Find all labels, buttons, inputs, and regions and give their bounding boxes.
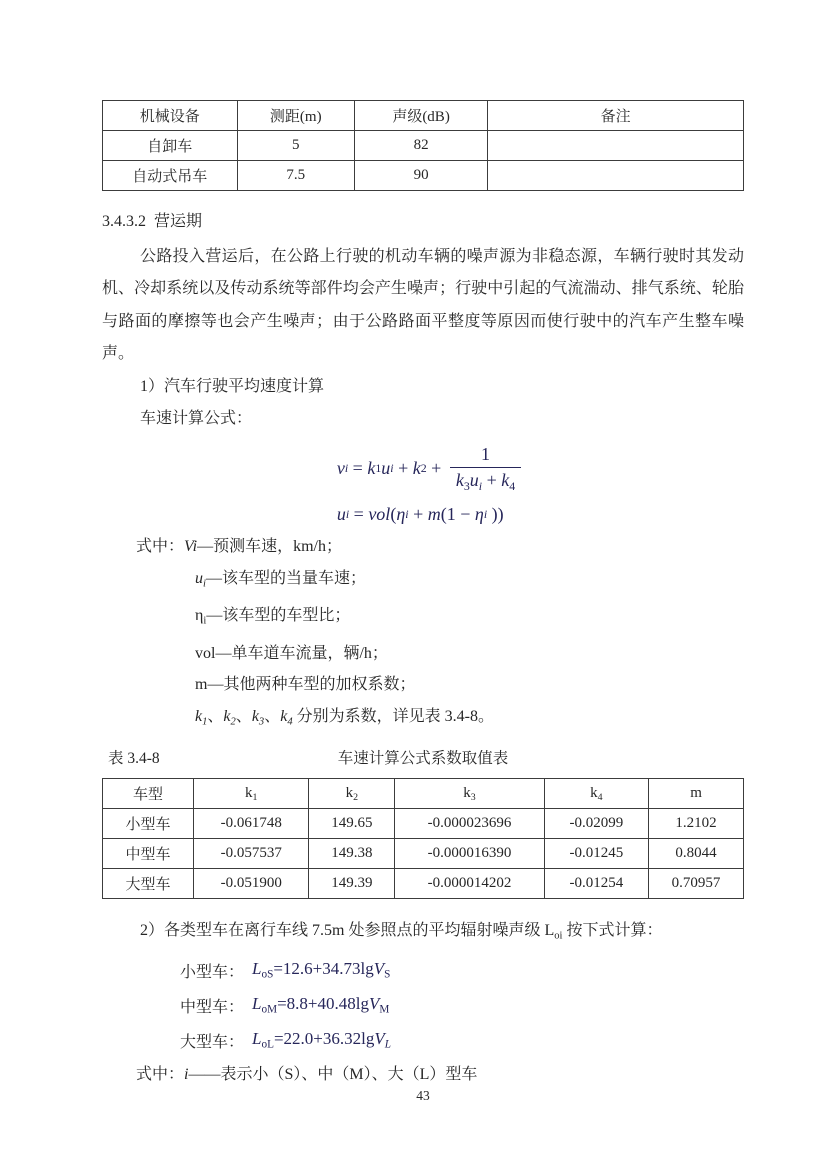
table-header-cell: 测距(m) (237, 101, 354, 131)
table-caption (102, 744, 744, 774)
table-cell: 5 (237, 131, 354, 161)
table-cell: -0.000016390 (395, 839, 544, 869)
vehicle-type-label: 中型车： (180, 998, 245, 1016)
table-caption-label: 表 3.4-8 (108, 750, 160, 768)
vehicle-type-label: 小型车： (180, 963, 245, 981)
body-paragraph: 公路投入营运后，在公路上行驶的机动车辆的噪声源为非稳态源，车辆行驶时其发动机、冷却系统以及传动系统等部件均会产生噪声；行驶中引起的气流湍动、排气系统、轮胎与路面的摩擦等也会产生噪声；由于公路路面平整度等原因而使行驶中的汽车产生整车噪声。 (102, 248, 744, 363)
table-cell: -0.01254 (544, 869, 648, 899)
table-cell: 0.8044 (649, 839, 744, 869)
table-header-cell: $k_4$ (544, 779, 648, 809)
section-heading: 3.4.3.2 营运期 (102, 213, 203, 230)
speed-formula-vi: v i = k 1 u i + k 2 + $\frac{1}{k_3u_i + k_4}$ (337, 439, 521, 497)
table-cell: 自动式吊车 (103, 161, 238, 191)
table-cell: -0.02099 (544, 809, 648, 839)
table-cell: 中型车 (103, 839, 194, 869)
table-cell: -0.057537 (194, 839, 309, 869)
speed-formula-ui: u i = vol ( η i + m (1 − η i )) (336, 503, 504, 524)
table-header-cell: $k_3$ (395, 779, 544, 809)
table-cell: 0.70957 (649, 869, 744, 899)
table-cell: 大型车 (103, 869, 194, 899)
definition-item: vol—单车道车流量，辆/h； (195, 644, 388, 662)
definition-item: $\eta_i—$该车型的车型比； (195, 607, 351, 627)
noise-formula-line (180, 988, 744, 1023)
speed-formula-group (337, 439, 521, 531)
table-row (103, 809, 744, 839)
table-cell: 90 (354, 161, 487, 191)
noise-formula-line (180, 1023, 744, 1058)
table-caption-title: 车速计算公式系数取值表 (337, 750, 509, 768)
table-header-cell: $k_1$ (194, 779, 309, 809)
equipment-noise-table (102, 100, 744, 191)
table-header-cell: m (649, 779, 744, 809)
table-cell: 82 (354, 131, 487, 161)
table-header-row (103, 779, 744, 809)
definition-item: $u_i—$该车型的当量车速； (195, 570, 366, 590)
table-header-cell: 车型 (103, 779, 194, 809)
note-line: 式中：i——表示小（S）、中（M）、大（L）型车 (136, 1065, 478, 1083)
list-item-2: 2）各类型车在离行车线 7.5m 处参照点的平均辐射噪声级 $L_{oi}$ 按下式计算： (140, 922, 663, 942)
table-cell: 7.5 (237, 161, 354, 191)
list-item-1: 1）汽车行驶平均速度计算 (140, 377, 325, 395)
speed-formula-block (102, 439, 744, 531)
table-row (103, 131, 744, 161)
page-content (102, 100, 744, 1091)
table-cell: 小型车 (103, 809, 194, 839)
table-cell: -0.000014202 (395, 869, 544, 899)
definition-item: $k_1$、$k_2$、$k_3$、$k_4$ 分别为系数，详见表 3.4-8。 (195, 708, 494, 728)
definition-lead: 式中：Vi—预测车速，km/h； (136, 538, 342, 556)
noise-formula-medium: $L_{oM}=8.8+40.48\lg V_M$ (252, 994, 390, 1016)
table-row (103, 839, 744, 869)
table-cell (488, 161, 744, 191)
table-cell: -0.01245 (544, 839, 648, 869)
table-cell (488, 131, 744, 161)
table-cell: -0.051900 (194, 869, 309, 899)
page-number: 43 (416, 1088, 430, 1103)
noise-formula-large: $L_{oL}=22.0+36.32\lg V_L$ (252, 1029, 391, 1051)
table-header-cell: 备注 (488, 101, 744, 131)
table-header-row (103, 101, 744, 131)
table-cell: 149.38 (309, 839, 395, 869)
formula-intro: 车速计算公式： (140, 410, 253, 428)
table-cell: -0.061748 (194, 809, 309, 839)
definition-item: m—其他两种车型的加权系数； (195, 676, 416, 694)
table-cell: 149.39 (309, 869, 395, 899)
table-row (103, 869, 744, 899)
table-header-cell: $k_2$ (309, 779, 395, 809)
noise-formula-small: $L_{oS}=12.6+34.73\lg V_S$ (252, 959, 391, 981)
noise-formula-line (180, 953, 744, 988)
table-header-cell: 机械设备 (103, 101, 238, 131)
table-cell: 1.2102 (649, 809, 744, 839)
table-header-cell: 声级(dB) (354, 101, 487, 131)
table-cell: 自卸车 (103, 131, 238, 161)
table-cell: -0.000023696 (395, 809, 544, 839)
table-cell: 149.65 (309, 809, 395, 839)
table-row (103, 161, 744, 191)
vehicle-type-label: 大型车： (180, 1033, 245, 1051)
coefficient-table (102, 778, 744, 899)
